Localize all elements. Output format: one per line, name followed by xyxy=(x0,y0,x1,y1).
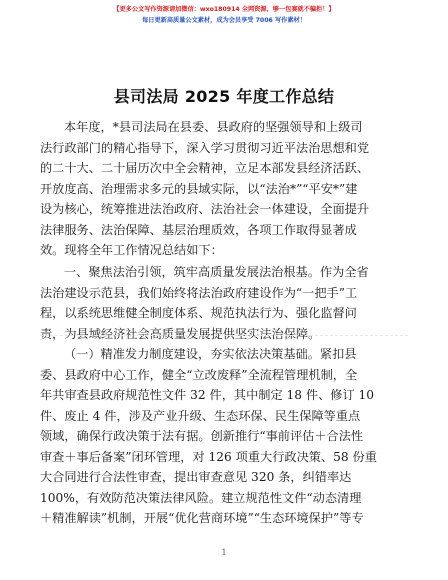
text-line: （一）精准发力制度建设，夯实依法决策基础。紧扣县 xyxy=(64,347,357,361)
promo-banner-line-2: 每日更新高质量公文素材，成为会员享受 7006 写作素材！ xyxy=(142,17,306,24)
text-line: 法行政部门的精心指导下，深入学习贯彻习近平法治思想和党 xyxy=(40,140,370,155)
text-line: 本年度，*县司法局在县委、县政府的坚强领导和上级司 xyxy=(64,120,363,134)
text-line: 一、聚焦法治引领，筑牢高质量发展法治根基。作为全省 xyxy=(64,265,369,279)
text-line: 责，为县域经济社会高质量发展提供坚实法治保障。 xyxy=(40,326,321,341)
text-line: 委、县政府中心工作，健全“立改废释”全流程管理机制，全 xyxy=(40,367,358,382)
text-line: 效。现将全年工作情况总结如下： xyxy=(40,243,223,257)
paragraph-subsection-1 xyxy=(40,344,408,529)
text-line: 审查＋事后备案”闭环管理，对 126 项重大行政决策、58 份重 xyxy=(40,449,377,464)
text-line: 领域，确保行政决策于法有据。创新推行“事前评估＋合法性 xyxy=(40,429,364,443)
promo-banner-line-1: 【更多公文写作资源请加微信：wxo180914 全网资源，够一包赛就不骗拒！】 xyxy=(113,6,335,13)
divider xyxy=(40,335,408,336)
text-line: 大合同进行合法性审查，提出审查意见 320 条，纠错率达 xyxy=(40,470,352,484)
paragraph-section-1 xyxy=(40,262,408,344)
page-number: 1 xyxy=(221,548,227,557)
text-line: 开放度高、治理需求多元的县域实际，以“法治*”“平安*”建 xyxy=(40,181,358,196)
text-line: 法律服务、法治保障、基层治理质效，各项工作取得显著成 xyxy=(40,222,357,237)
document-title: 县司法局 2025 年度工作总结 xyxy=(113,87,335,106)
text-line: 程，以系统思维健全制度体系、规范执法行为、强化监督问 xyxy=(40,306,357,320)
text-line: 的二十大、二十届历次中全会精神，立足本部发县经济活跃、 xyxy=(40,161,370,175)
text-line: 法治建设示范县，我们始终将法治政府建设作为“一把手”工 xyxy=(40,285,358,300)
text-line: 件、废止 4 件，涉及产业升级、生态环保、民生保障等重点 xyxy=(40,408,361,423)
paragraph-intro xyxy=(40,117,408,261)
text-line: 100%，有效防范决策法律风险。建立规范性文件“动态清理 xyxy=(40,490,362,505)
text-line: ＋精准解读”机制，开展“优化营商环境”“生态环境保护”等专 xyxy=(40,511,364,525)
text-line: 年共审查县政府规范性文件 32 件，其中制定 18 件、修订 10 xyxy=(40,388,375,402)
text-line: 设为核心，统筹推进法治政府、法治社会一体建设，全面提升 xyxy=(40,202,370,216)
